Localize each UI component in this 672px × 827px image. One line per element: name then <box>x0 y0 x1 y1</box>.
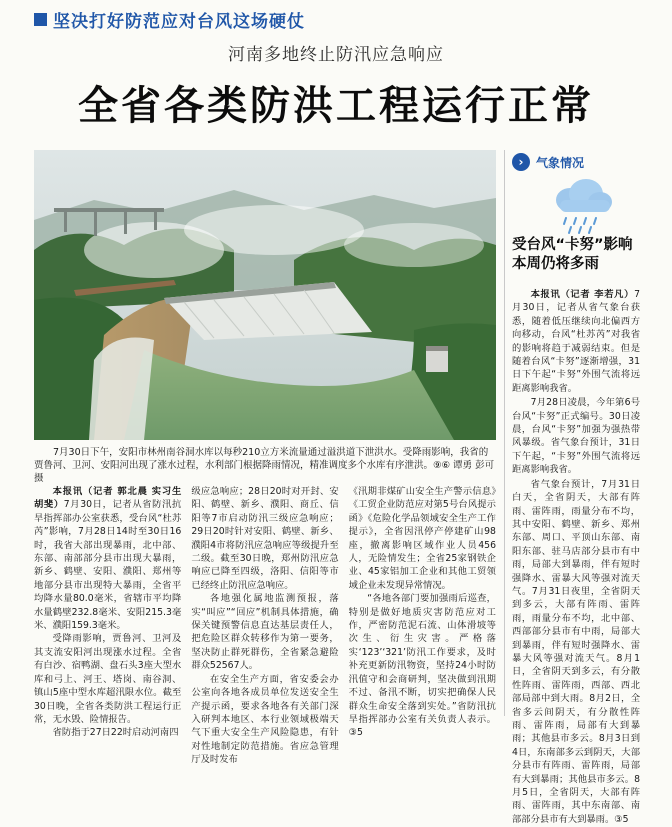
weather-section-header <box>512 153 584 171</box>
article-column-3 <box>348 485 496 739</box>
article-paragraph: 本报讯（记者 郭北晨 实习生 胡斐）7月30日，记者从省防汛抗旱指挥部办公室获悉，受台风“杜苏芮”影响，7月28日14时至30日16时，我省大部出现暴雨，北中部、东部、南部部分县市出现大暴雨，新乡、鹤壁、安阳、濮阳、郑州等地部分县市出现特大暴雨，全省平均降水量80.0毫米，省辖市平均降水量鹤壁232.8毫米、安阳215.3毫米、濮阳159.3毫米。 <box>34 486 182 632</box>
sidebar-byline: 本报讯（记者 李若凡） <box>530 289 635 300</box>
article-paragraph: 级应急响应；28日20时对开封、安阳、鹤壁、新乡、濮阳、商丘、信阳等7市启动防汛三级应急响应；29日20时针对安阳、鹤壁、新乡、濮阳4市将防汛应急响应等级提升至二级。截至30日晚，郑州防汛应急响应已降至四级，洛阳、信阳等市已经终止防汛应急响应。 <box>191 486 339 591</box>
article-subtitle: 河南多地终止防汛应急响应 <box>228 45 444 65</box>
section-title: 坚决打好防范应对台风这场硬仗 <box>53 11 305 32</box>
article-paragraph: “各地各部门要加强雨后巡查，特别是做好地质灾害防范应对工作，严密防范泥石流、山体滑坡等次生、衍生灾害。严格落实‘123’‘321’防汛工作要求，及时补充更新防汛物资，坚持24小时防汛值守和会商研判，坚决做到汛期不过、备汛不断，切实把确保人民群众生命安全落到实处。”省防汛抗旱指挥部办公室有关负责人表示。③5 <box>348 593 496 739</box>
article-byline: 本报讯（记者 郭北晨 实习生 胡斐） <box>34 486 182 511</box>
article-paragraph: 在安全生产方面，省安委会办公室向各地各成员单位发送安全生产提示函，要求各地各有关部门深入研判本地区、本行业领域极端天气下重大安全生产风险隐患，有针对性地制定防范措施。省应急管理厅及时发布 <box>191 673 339 766</box>
rain-cloud-icon <box>548 176 618 236</box>
sidebar-body <box>512 288 640 827</box>
article-column-2 <box>191 485 339 766</box>
sidebar-headline: 受台风“卡努”影响本周仍将多雨 <box>512 237 633 272</box>
reservoir-photo <box>34 150 496 440</box>
sidebar-paragraph: 省气象台预计，7月31日白天，全省阴天，大部有阵雨、雷阵雨，雨量分布不均，其中安阳、鹤壁、新乡、郑州东部、周口、平顶山东部、南阳东部、驻马店部分县市有中雨，局部大到暴雨，伴有短时强降水、雷暴大风等强对流天气。7月31日夜里，全省阴天到多云，大部有阵雨、雷阵雨，雨量分布不均，北中部、西部部分县市有中雨，局部大到暴雨，伴有短时强降水、雷暴大风等强对流天气。8月1日，全省阴天到多云，有分散性阵雨、雷阵雨，西部、西北部局部中到大雨。8月2日，全省多云间阴天，有分散性阵雨、雷阵雨，局部有大到暴雨；其他县市多云。8月3日到4日，东南部多云到阴天，大部分县市有阵雨、雷阵雨，局部有大到暴雨；其他县市多云。8月5日，全省阴天，大部有阵雨、雷阵雨，其中东南部、南部部分县市有大到暴雨。③5 <box>512 478 640 825</box>
section-marker-icon <box>34 13 47 26</box>
column-divider <box>504 150 505 716</box>
section-header <box>34 6 634 32</box>
article-paragraph: 省防指于27日22时启动河南四 <box>52 727 179 739</box>
sidebar-paragraph: 7月28日凌晨，今年第6号台风“卡努”正式编号。30日凌晨，台风“卡努”加强为强热带风暴级。省气象台预计，31日下午起，“卡努”外围气流将远距离影响我省。 <box>512 397 640 476</box>
article-paragraph: 《汛期非煤矿山安全生产警示信息》《工贸企业防范应对第5号台风提示函》《危险化学品领域安全生产工作提示》，全省因汛停产停建矿山98座，撤离影响区域作业人员456人，无险情发生；全省25家钢铁企业、45家铝加工企业和其他工贸领域企业未发现异常情况。 <box>348 486 496 591</box>
article-body <box>34 485 496 766</box>
photo-caption: 7月30日下午，安阳市林州南谷洞水库以每秒210立方米流量通过溢洪道下泄洪水。受降雨影响，我省的贾鲁河、卫河、安阳河出现了涨水过程，水利部门根据降雨情况，精准调度多个水库有序泄洪。⑨⑥ 谭勇 彭可 摄 <box>34 447 495 484</box>
article-paragraph: 受降雨影响，贾鲁河、卫河及其支流安阳河出现涨水过程。全省有白沙、宿鸭湖、盘石头3座大型水库和弓上、河王、塔岗、南谷洞、镇山5座中型水库超汛限水位。截至30日晚，全省各类防洪工程运行正常，无水毁、险情报告。 <box>34 633 182 725</box>
article-column-1 <box>34 485 182 739</box>
article-headline: 全省各类防洪工程运行正常 <box>78 82 594 129</box>
sidebar-paragraph: 本报讯（记者 李若凡）7月30日，记者从省气象台获悉，随着低压继续向北偏西方向移动，台风“杜苏芮”对我省的影响将趋于减弱结束。但是随着台风“卡努”逐渐增强，31日下午起“卡努”外围气流将远距离影响我省。 <box>512 289 640 394</box>
chevron-right-circle-icon: › <box>512 153 530 171</box>
article-paragraph: 各地强化属地监测预报，落实“叫应”“回应”机制具体措施，确保关键预警信息直达基层责任人，把危险区群众转移作为第一要务，坚决防止群死群伤，全省紧急避险群众52567人。 <box>191 593 339 672</box>
weather-section-label: 气象情况 <box>536 155 585 170</box>
